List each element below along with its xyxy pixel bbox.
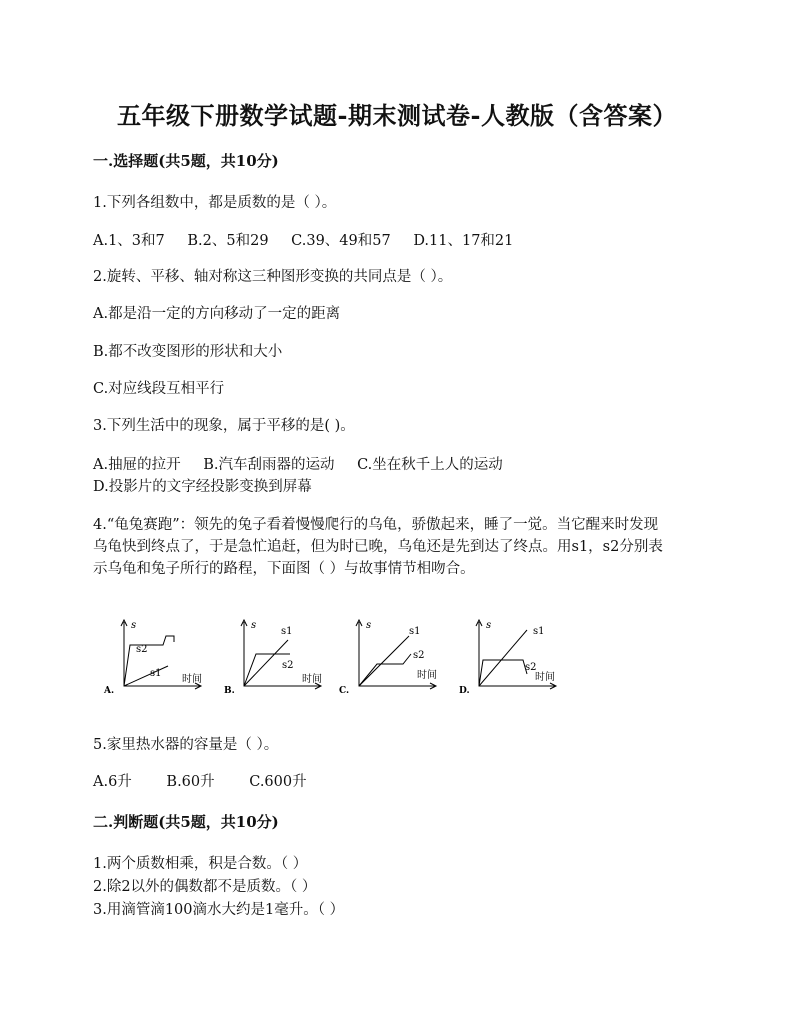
q1-options <box>93 229 513 250</box>
q4-stem-line-2: 乌龟快到终点了，于是急忙追赶，但为时已晚，乌龟还是先到达了终点。用s1，s2分别表 <box>93 539 663 555</box>
graph-b-option-label: B. <box>224 686 235 696</box>
graph-d-s2-label: s2 <box>525 662 537 673</box>
graph-c-option-label: C. <box>339 686 350 696</box>
judge-item-1: 1.两个质数相乘，积是合数。（ ） <box>93 856 308 872</box>
graph-b <box>220 612 330 697</box>
q3-option-c: C.坐在秋千上人的运动 <box>357 457 503 473</box>
q3-option-b: B.汽车刮雨器的运动 <box>203 457 335 473</box>
q1-option-b: B.2、5和29 <box>187 233 269 249</box>
graph-b-s1-label: s1 <box>281 626 293 637</box>
graph-c-s2-label: s2 <box>413 650 425 661</box>
graph-b-y-label: s <box>251 620 257 631</box>
q2-option-a: A.都是沿一定的方向移动了一定的距离 <box>93 306 341 322</box>
judge-item-3: 3.用滴管滴100滴水大约是1毫升。（ ） <box>93 902 345 918</box>
q1-option-a: A.1、3和7 <box>93 233 165 249</box>
q3-options <box>93 453 503 474</box>
q5-option-b: B.60升 <box>166 774 215 790</box>
graph-b-s2-label: s2 <box>282 660 294 671</box>
graph-a-s1-label: s1 <box>150 668 162 679</box>
graph-c-s1-label: s1 <box>409 626 421 637</box>
q2-option-b: B.都不改变图形的形状和大小 <box>93 344 283 360</box>
q1-stem: 1.下列各组数中，都是质数的是（ ）。 <box>93 195 337 211</box>
q4-stem-line-1: 4.“龟兔赛跑”：领先的兔子看着慢慢爬行的乌龟，骄傲起来，睡了一觉。当它醒来时发现 <box>93 517 659 533</box>
q3-stem: 3.下列生活中的现象，属于平移的是( )。 <box>93 418 355 434</box>
graph-d-y-label: s <box>486 620 492 631</box>
q1-option-d: D.11、17和21 <box>413 233 514 249</box>
q5-stem: 5.家里热水器的容量是（ ）。 <box>93 737 279 753</box>
q4-stem-line-3: 示乌龟和兔子所行的路程，下面图（ ）与故事情节相吻合。 <box>93 561 475 577</box>
q2-option-c: C.对应线段互相平行 <box>93 381 225 397</box>
q4-graphs <box>100 612 580 697</box>
graph-a-s2-label: s2 <box>136 644 148 655</box>
q5-options <box>93 770 307 791</box>
graph-a <box>100 612 210 697</box>
judge-item-2: 2.除2以外的偶数都不是质数。（ ） <box>93 879 317 895</box>
graph-d <box>455 612 565 697</box>
q3-option-a: A.抽屉的拉开 <box>93 457 181 473</box>
graph-c-x-label: 时间 <box>417 670 437 681</box>
graph-c-y-label: s <box>366 620 372 631</box>
section-2-heading: 二.判断题(共5题，共10分) <box>93 813 279 831</box>
graph-d-s1-label: s1 <box>533 626 545 637</box>
q2-stem: 2.旋转、平移、轴对称这三种图形变换的共同点是（ ）。 <box>93 269 453 285</box>
q5-option-c: C.600升 <box>249 774 307 790</box>
q5-option-a: A.6升 <box>93 774 132 790</box>
q1-option-c: C.39、49和57 <box>291 233 391 249</box>
graph-d-option-label: D. <box>459 686 470 696</box>
q3-option-d: D.投影片的文字经投影变换到屏幕 <box>93 479 312 495</box>
graph-a-x-label: 时间 <box>182 674 202 685</box>
graph-c <box>335 612 445 697</box>
graph-a-y-label: s <box>131 620 137 631</box>
graph-b-x-label: 时间 <box>302 674 322 685</box>
page-title: 五年级下册数学试题-期末测试卷-人教版（含答案） <box>117 101 677 130</box>
graph-d-x-label: 时间 <box>535 672 555 683</box>
section-1-heading: 一.选择题(共5题，共10分) <box>93 152 279 170</box>
graph-a-option-label: A. <box>104 686 115 696</box>
